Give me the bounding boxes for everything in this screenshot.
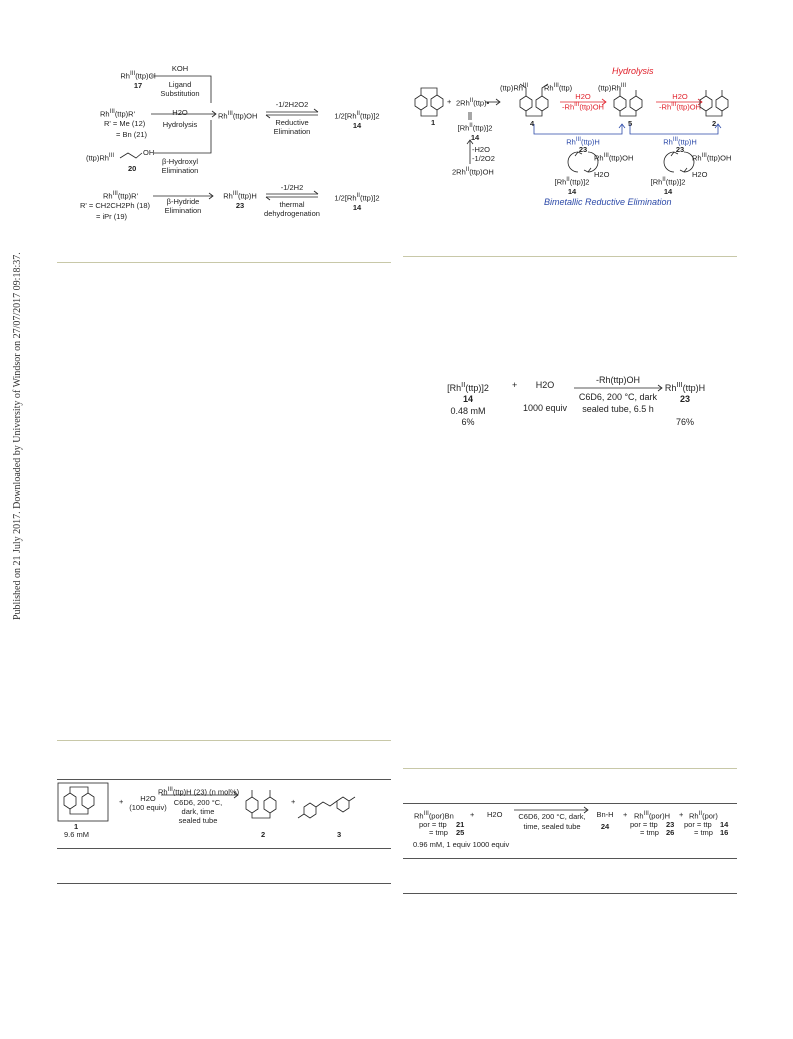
minus-rhoh-2: $-Rh^{III}(ttp)OH$	[659, 101, 701, 112]
r-ch2-label: R' = CH2CH2Ph (18)	[80, 201, 150, 210]
tl-plus-1: +	[119, 797, 124, 806]
rhh-23-b: $Rh^{III}(ttp)H$	[663, 136, 697, 147]
elimination-label: Elimination	[273, 127, 311, 136]
tl-compound-2: 2	[261, 830, 266, 839]
species-17: $Rh^{III}(ttp)Cl$ 17	[120, 70, 156, 90]
reductive-label: Reductive	[275, 118, 309, 127]
tr-eq-tmp-1: = tmp	[429, 828, 448, 837]
minus-h2o2-label: -1/2H2O2	[275, 100, 309, 109]
dimer-14-right: $[Rh^{II}(ttp)]2$ 14	[457, 122, 493, 142]
r-me-label: R' = Me (12)	[104, 119, 146, 128]
species-20-oh: OH	[143, 148, 155, 157]
tr-n14: 14	[720, 820, 729, 829]
eq-reactant: $[Rh^{II}(ttp)]2$ 14 0.48 mM 6%	[447, 380, 489, 427]
rhttp-a: $Rh^{III}(ttp)$	[544, 82, 573, 93]
tl-catalyst: $Rh^{III}(ttp)H$ (23) (n mol%)	[158, 786, 240, 797]
eq-above-arrow: -Rh(ttp)OH	[595, 375, 640, 385]
compound-1-label: 1	[431, 118, 436, 127]
tl-equiv: (100 equiv)	[129, 803, 167, 812]
tr-eq-tmp-2: = tmp	[640, 828, 659, 837]
table-right-mid-rule	[403, 858, 737, 859]
cycle-rhoh-b: $Rh^{III}(ttp)OH$	[692, 152, 732, 163]
eq-conditions-1: C6D6, 200 °C, dark	[578, 392, 658, 402]
species-rhoh: $Rh^{III}(ttp)OH$	[218, 110, 258, 121]
plus-sign: +	[447, 97, 452, 106]
rhoh-2-label: $2Rh^{II}(ttp)OH$	[452, 166, 494, 177]
cycle-rhoh-a: $Rh^{III}(ttp)OH$	[594, 152, 634, 163]
tl-conditions-3: sealed tube	[178, 816, 218, 825]
tr-bnh: Bn-H	[596, 810, 614, 819]
compound-2-label: 2	[712, 119, 717, 128]
tl-conditions-2: dark, time	[181, 807, 215, 816]
substitution-label: Substitution	[160, 89, 200, 98]
beta-hydroxyl-label: β-Hydroxyl	[162, 157, 198, 166]
tr-n25: 25	[456, 828, 465, 837]
koh-label: KOH	[171, 64, 189, 73]
ttprh-a: $(ttp)Rh^{III}$	[500, 82, 529, 93]
cycle-h2o-a: H2O	[594, 170, 610, 179]
tl-compound-3: 3	[337, 830, 342, 839]
tr-n26: 26	[666, 828, 675, 837]
publication-sidebar: Published on 21 July 2017. Downloaded by University of Windsor on 27/07/2017 09:18:37.	[12, 252, 23, 620]
compound-4-label: 4	[530, 119, 535, 128]
rhh-23-a: $Rh^{III}(ttp)H$	[566, 136, 600, 147]
cycle-h2o-b: H2O	[692, 170, 708, 179]
tr-rh2: $Rh^{II}(por)$	[689, 810, 718, 821]
tr-footer: 0.96 mM, 1 equiv 1000 equiv	[413, 840, 510, 849]
hydrolysis-title: Hydrolysis	[612, 66, 654, 76]
r-bn-label: = Bn (21)	[116, 130, 148, 139]
tr-rhh: $Rh^{III}(por)H$	[634, 810, 671, 821]
tr-plus-1: +	[470, 810, 475, 819]
eq-product: $Rh^{III}(ttp)H$ 23 76%	[664, 380, 706, 427]
tr-plus-2: +	[623, 810, 628, 819]
tl-water: H2O	[140, 794, 156, 803]
rhh-23-b-number: 23	[675, 145, 685, 154]
tr-por-ttp-3: por = ttp	[684, 820, 712, 829]
ttprh-b: $(ttp)Rh^{III}$	[598, 82, 627, 93]
tr-n24: 24	[600, 822, 610, 831]
bimetallic-title: Bimetallic Reductive Elimination	[544, 197, 672, 207]
ligand-label: Ligand	[168, 80, 192, 89]
tl-concentration: 9.6 mM	[64, 830, 90, 839]
tr-reactant: $Rh^{III}(por)Bn$	[414, 810, 454, 821]
h2o-label: H2O	[172, 108, 188, 117]
minus-h2o-label: -H2O	[472, 145, 490, 154]
hydrolysis-reagent-2: H2O	[672, 92, 688, 101]
minus-rhoh-1: $-Rh^{III}(ttp)OH$	[562, 101, 604, 112]
rhh-23-a-number: 23	[578, 145, 588, 154]
species-20: $(ttp)Rh^{III}$	[86, 152, 115, 163]
species-dimer-14b: $1/2[Rh^{II}(ttp)]2$ 14	[334, 192, 380, 212]
species-23: $Rh^{III}(ttp)H$ 23	[223, 190, 257, 210]
species-rh-r2: $Rh^{III}(ttp)R'$	[103, 190, 138, 201]
eq-conditions-2: sealed tube, 6.5 h	[582, 404, 654, 414]
compound-5-label: 5	[628, 119, 633, 128]
tr-n16: 16	[720, 828, 729, 837]
tr-water: H2O	[487, 810, 503, 819]
r-ipr-label: = iPr (19)	[96, 212, 128, 221]
species-20-number: 20	[128, 164, 137, 173]
table-right-bottom-rule	[403, 893, 737, 894]
tr-conditions-2: time, sealed tube	[523, 822, 581, 831]
dehydrogenation-label: dehydrogenation	[264, 209, 320, 218]
tr-eq-tmp-3: = tmp	[694, 828, 713, 837]
tr-conditions-1: C6D6, 200 °C, dark,	[518, 812, 586, 821]
hydrolysis-reagent-1: H2O	[575, 92, 591, 101]
eq-water: H2O 1000 equiv	[522, 380, 568, 413]
cycle-dimer-b: $[Rh^{II}(ttp)]2$ 14	[650, 176, 686, 196]
tr-plus-3: +	[679, 810, 684, 819]
tr-por-ttp-1: por = ttp	[419, 820, 447, 829]
tl-compound-1: 1	[74, 822, 79, 831]
tl-conditions-1: C6D6, 200 °C,	[173, 798, 223, 807]
thermal-label: thermal	[279, 200, 305, 209]
tr-n23: 23	[666, 820, 675, 829]
cycle-dimer-a: $[Rh^{II}(ttp)]2$ 14	[554, 176, 590, 196]
elimination-label-2: Elimination	[161, 166, 199, 175]
eq-plus: +	[512, 380, 518, 390]
species-rh-r: $Rh^{III}(ttp)R'$	[100, 108, 135, 119]
minus-o2-label: -1/2O2	[472, 154, 495, 163]
beta-hydride-label: β-Hydride	[166, 197, 200, 206]
tr-por-ttp-2: por = ttp	[630, 820, 658, 829]
tr-n21: 21	[456, 820, 465, 829]
species-dimer-14: $1/2[Rh^{II}(ttp)]2$ 14	[334, 110, 380, 130]
elimination-label-3: Elimination	[164, 206, 202, 215]
tl-plus-2: +	[291, 797, 296, 806]
hydrolysis-label: Hydrolysis	[162, 120, 198, 129]
minus-h2-label: -1/2H2	[280, 183, 304, 192]
reagent-rh-radical: $2Rh^{II}(ttp)•$	[456, 97, 490, 108]
